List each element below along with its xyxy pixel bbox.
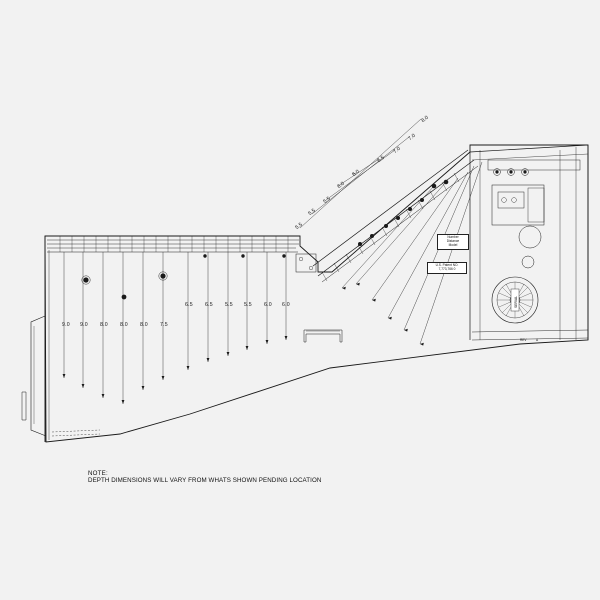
leader-line-arrows — [342, 283, 424, 346]
leader-lines — [300, 119, 482, 344]
dimension-label: 5.5 — [244, 302, 252, 308]
spec-line-1: Number — [447, 235, 459, 239]
leader-dimension-label: 6.0 — [336, 180, 346, 190]
main-panel-outline — [22, 145, 588, 442]
leader-dimension-label: 5.5 — [307, 207, 317, 217]
rev-value: A — [536, 338, 539, 342]
leader-dimension-label: 6.5 — [376, 154, 386, 164]
leader-dimension-label: 5.5 — [294, 221, 304, 231]
leader-dimension-label: 6.0 — [351, 168, 361, 178]
dimension-label: 9.0 — [62, 322, 70, 328]
note-title: NOTE: — [88, 470, 108, 477]
spec-line-2: Distance — [446, 238, 460, 243]
dimension-label: 5.5 — [225, 302, 233, 308]
spec-line-3: Model — [448, 242, 458, 247]
patent-line-1: U.S. Patent NO. — [435, 263, 459, 267]
hole-markers-ring — [82, 272, 167, 284]
dimension-label: 6.0 — [282, 302, 290, 308]
leader-dimension-label: 7.0 — [392, 145, 402, 155]
dimension-label: 6.0 — [264, 302, 272, 308]
dimension-label: 9.0 — [80, 322, 88, 328]
dimension-label: 8.0 — [120, 322, 128, 328]
spec-plate — [437, 234, 469, 250]
dimension-label: 6.5 — [205, 302, 213, 308]
vertical-dimension-lines — [64, 252, 286, 404]
dimension-label: 8.0 — [100, 322, 108, 328]
vertical-dimension-arrows — [63, 336, 288, 404]
drawing-note — [88, 470, 321, 484]
serial-side-label: SERIAL — [514, 295, 518, 308]
dimension-label: 7.5 — [160, 322, 168, 328]
rev-label: REV — [520, 338, 527, 342]
right-module — [470, 145, 588, 340]
hole-markers — [83, 254, 285, 299]
patent-badge — [427, 262, 467, 274]
leader-dimension-label: 5.5 — [322, 195, 332, 205]
dimension-label: 6.5 — [185, 302, 193, 308]
leader-dimension-label: 8.0 — [420, 114, 430, 124]
bracket-detail — [304, 330, 342, 342]
patent-line-2: 7,773,766 0 — [438, 266, 456, 271]
note-body: DEPTH DIMENSIONS WILL VARY FROM WHATS SHOWN PENDING LOCATION — [88, 477, 322, 484]
joint-block — [296, 254, 316, 272]
leader-dimension-label: 7.0 — [407, 132, 417, 142]
dimension-label: 8.0 — [140, 322, 148, 328]
